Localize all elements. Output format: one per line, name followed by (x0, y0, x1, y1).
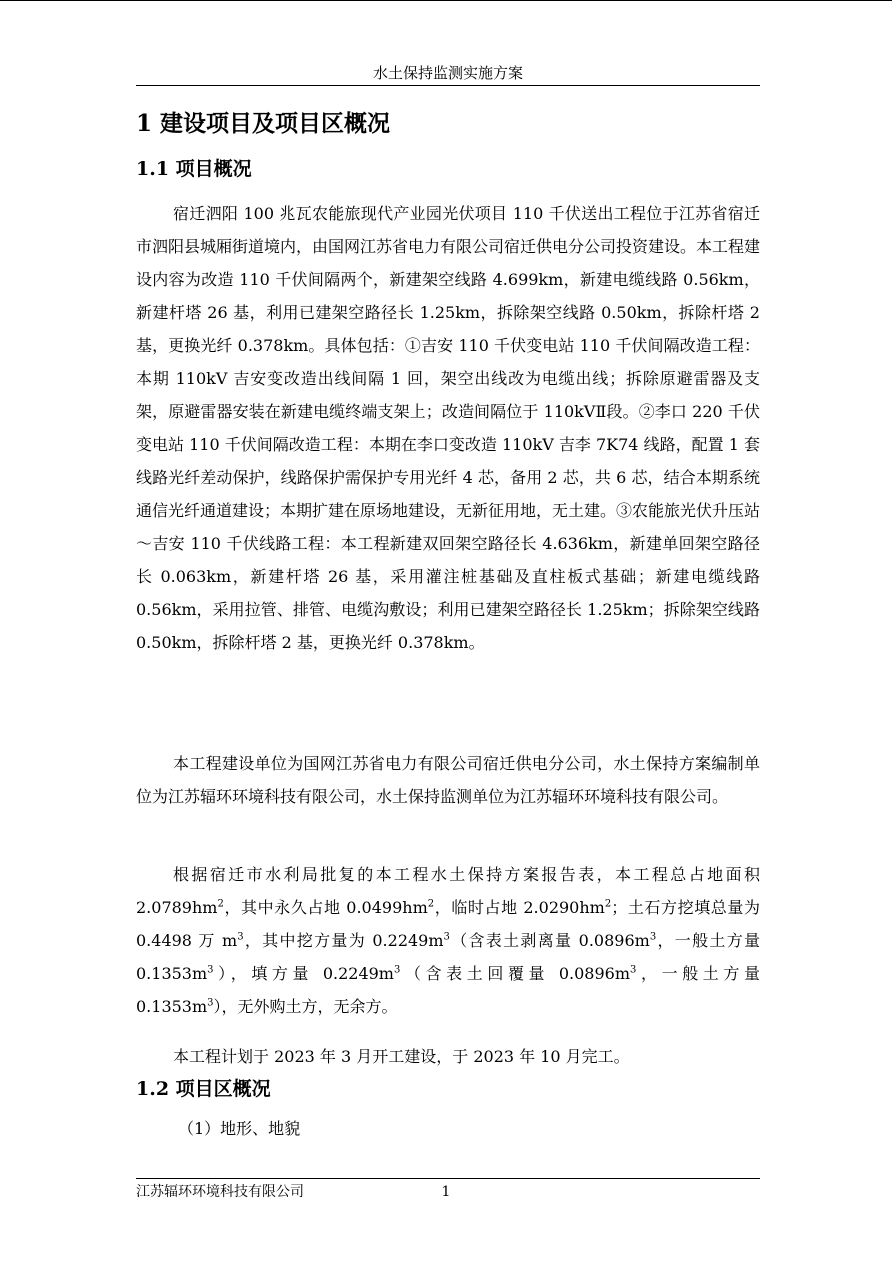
text-segment: ，一般土方量 0.1353m (136, 931, 760, 983)
top-border-line (0, 0, 892, 1)
section-title-1-2: 1.2 项目区概况 (136, 1078, 271, 1100)
superscript: 3 (237, 931, 244, 943)
text-segment: ，一般土方量 0.1353m (136, 964, 760, 1016)
text-segment: ，其中挖方量为 0.2249m (243, 931, 444, 950)
footer-divider (136, 1178, 760, 1179)
superscript: 3 (207, 964, 214, 976)
superscript: 3 (630, 964, 637, 976)
section-title-1-1: 1.1 项目概况 (136, 158, 252, 180)
page-number: 1 (441, 1184, 451, 1200)
text-segment: ），填方量 0.2249m (213, 964, 394, 983)
superscript: 3 (393, 964, 401, 976)
text-segment: ），无外购土方，无余方。 (213, 997, 398, 1016)
text-segment: ，临时占地 2.0290hm (434, 898, 605, 917)
text-segment: ，其中永久占地 0.0499hm (223, 898, 428, 917)
superscript: 3 (649, 931, 657, 943)
paragraph-schedule: 本工程计划于 2023 年 3 月开工建设，于 2023 年 10 月完工。 (173, 1047, 630, 1066)
text-segment: （含表土剥离量 0.0896m (449, 931, 650, 950)
superscript: 2 (604, 898, 612, 910)
footer-organization: 江苏辐环环境科技有限公司 (136, 1184, 304, 1200)
subsection-item-terrain: （1）地形、地貌 (178, 1119, 301, 1138)
paragraph-land-and-earthwork (136, 858, 760, 1023)
page-header-title: 水土保持监测实施方案 (372, 64, 523, 82)
superscript: 2 (427, 898, 435, 910)
superscript: 3 (443, 931, 450, 943)
header-divider (136, 85, 760, 86)
paragraph-construction-units: 本工程建设单位为国网江苏省电力有限公司宿迁供电分公司，水土保持方案编制单位为江苏辐环环境科技有限公司，水土保持监测单位为江苏辐环环境科技有限公司。 (136, 754, 760, 806)
superscript: 2 (217, 898, 224, 910)
text-segment: ；土石方挖填总量为 0.4498 万 m (136, 898, 760, 950)
superscript: 3 (207, 997, 214, 1009)
chapter-title: 1 建设项目及项目区概况 (136, 110, 391, 137)
text-segment: （含表土回覆量 0.0896m (400, 964, 631, 983)
paragraph-project-overview: 宿迁泗阳 100 兆瓦农能旅现代产业园光伏项目 110 千伏送出工程位于江苏省宿迁市泗阳县城厢街道境内，由国网江苏省电力有限公司宿迁供电分公司投资建设。本工程建设内容为改造 110 千伏间隔两个，新建架空线路 4.699km，新建电缆线路 0.56km，新建杆塔 26 基，利用已建架空路径长 1.25km，拆除架空线路 0.50km，拆除杆塔 2 基，更换光纤 0.378km。具体包括：①吉安 110 千伏变电站 110 千伏间隔改造工程：本期 110kV 吉安变改造出线间隔 1 回，架空出线改为电缆出线；拆除原避雷器及支架，原避雷器安装在新建电缆终端支架上；改造间隔位于 110kVⅡ段。②李口 220 千伏变电站 110 千伏间隔改造工程：本期在李口变改造 110kV 吉李 7K74 线路，配置 1 套线路光纤差动保护，线路保护需保护专用光纤 4 芯，备用 2 芯，共 6 芯，结合本期系统通信光纤通道建设；本期扩建在原场地建设，无新征用地，无土建。③农能旅光伏升压站～吉安 110 千伏线路工程：本工程新建双回架空路径长 4.636km，新建单回架空路径长 0.063km，新建杆塔 26 基，采用灌注桩基础及直柱板式基础；新建电缆线路 0.56km，采用拉管、排管、电缆沟敷设；利用已建架空路径长 1.25km；拆除架空线路 0.50km，拆除杆塔 2 基，更换光纤 0.378km。 (136, 204, 761, 652)
text-segment: 根据宿迁市水利局批复的本工程水土保持方案报告表，本工程总占地面积 2.0789hm (136, 865, 760, 917)
